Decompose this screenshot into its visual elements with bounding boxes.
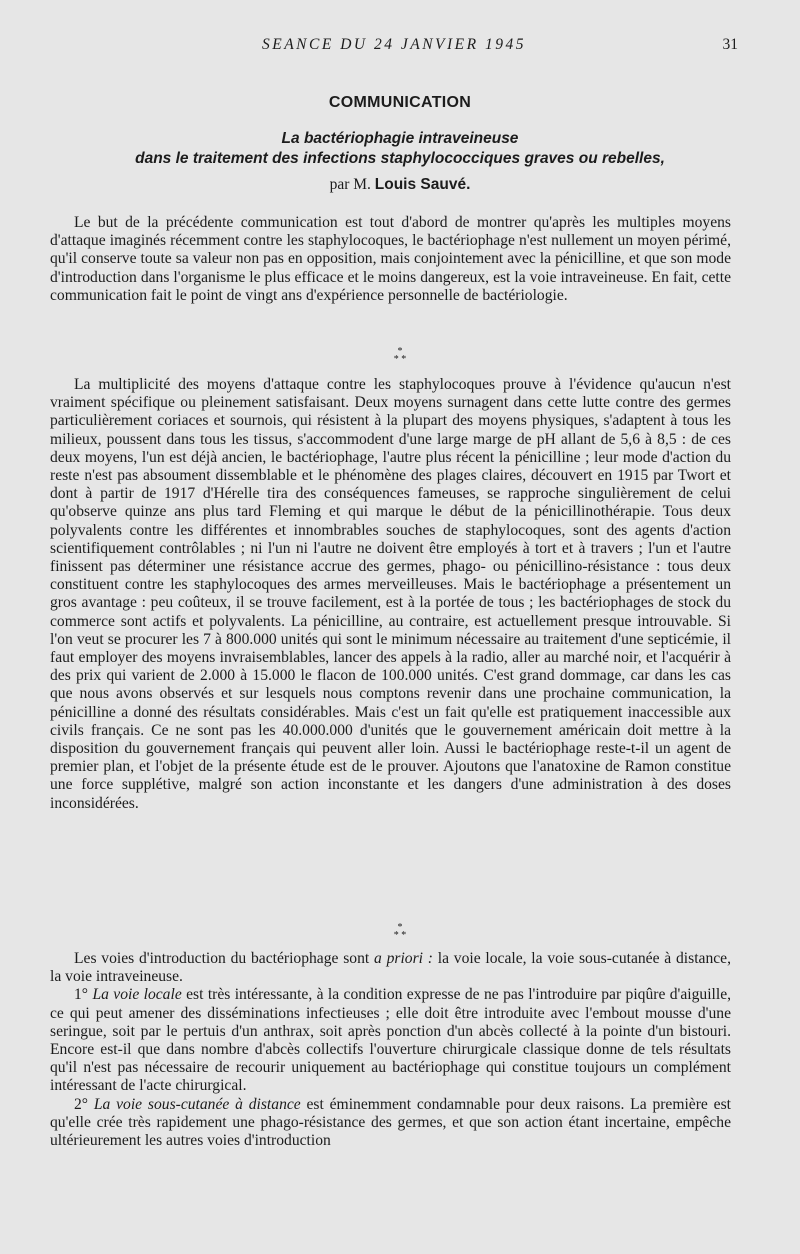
- byline: [0, 176, 800, 194]
- paragraph-routes: [50, 950, 731, 986]
- paragraph-block-3: [50, 950, 731, 1150]
- subcutaneous-route-heading: La voie sous-cutanée à distance: [93, 1095, 301, 1113]
- subcutaneous-route-text: est éminemment condamnable pour deux raisons. La première est qu'elle crée très rapidement une phago-résistance des germes, et que son action étant incertaine, empêche ultérieurement les autres voies d'introduction: [50, 1095, 731, 1150]
- author-name: Louis Sauvé.: [374, 176, 471, 193]
- page-number: 31: [722, 36, 738, 53]
- section-separator: [0, 348, 800, 364]
- article-title-line-2: dans le traitement des infections staphylococciques graves ou rebelles,: [135, 150, 665, 167]
- page-header: [50, 36, 738, 60]
- routes-emphasis: a priori :: [374, 950, 433, 967]
- local-route-number: 1°: [74, 986, 89, 1004]
- paragraph-intro: Le but de la précédente communication est tout d'abord de montrer qu'après les multiples moyens d'attaque imaginés récemment contre les staphylocoques, le bactériophage n'est nullement un moyen périmé, qu'il conserve toute sa valeur non pas en opposition, mais conjointement avec la pénicilline, et que son mode d'introduction dans l'organisme le plus efficace et le moins dangereux, est la voie intraveineuse. En fait, cette communication fait le point de vingt ans d'expérience personnelle de bactériologie.: [50, 214, 731, 304]
- separator-asterisks: * * *: [393, 346, 407, 365]
- paragraph-subcutaneous-route: [50, 1096, 731, 1151]
- routes-text-end: la voie locale, la voie sous-cutanée à distance, la voie intraveineuse.: [50, 950, 731, 986]
- section-separator-2: [0, 924, 800, 940]
- subcutaneous-route-number: 2°: [74, 1095, 89, 1113]
- article-title-line-1: La bactériophagie intraveineuse: [281, 130, 519, 147]
- paragraph-block-2: [50, 376, 731, 813]
- section-title: COMMUNICATION: [328, 94, 472, 111]
- running-title: SEANCE DU 24 JANVIER 1945: [262, 36, 526, 53]
- paragraph-local-route: [50, 986, 731, 1095]
- local-route-heading: La voie locale: [92, 986, 182, 1004]
- routes-text-start: Les voies d'introduction du bactériophage sont: [74, 950, 374, 967]
- paragraph-block-1: [50, 214, 731, 305]
- separator-asterisks-2: * * *: [393, 922, 407, 941]
- local-route-text: est très intéressante, à la condition expresse de ne pas l'introduire par piqûre d'aiguille, ce qui peut amener des disséminations infectieuses ; elle doit être introduite avec l'embout mousse d'une seringue, soit par le pertuis d'un anthrax, soit après ponction d'un abcès collecté à la pointe d'un bistouri. Encore est-il que dans nombre d'abcès collectifs l'ouverture chirurgicale classique donne de tels résultats qu'il n'est pas nécessaire de recourir uniquement au bactériophage qui constitue toujours un complément intéressant de l'acte chirurgical.: [50, 986, 732, 1095]
- paragraph-means-of-attack: La multiplicité des moyens d'attaque contre les staphylocoques prouve à l'évidence qu'aucun n'est vraiment spécifique ou pleinement satisfaisant. Deux moyens surnagent dans cette lutte contre des germes particulièrement coriaces et sournois, qui résistent à la plupart des moyens physiques, s'adaptent à tous les milieux, poussent dans tous les tissus, s'accommodent d'une large marge de pH allant de 5,6 à 8,5 : de ces deux moyens, l'un est déjà ancien, le bactériophage, l'autre plus récent la pénicilline ; leur mode d'action du reste n'est pas absoument dissemblable et le phénomène des plages claires, découvert en 1915 par Twort et dont à partir de 1917 d'Hérelle tira des conséquences fameuses, se rapproche singulièrement de celui qu'observe quinze ans plus tard Fleming et qui marque le début de la pénicillinothérapie. Tous deux polyvalents contre les différentes et innombrables souches de staphylocoques, sont des agents d'action scientifiquement contrôlables ; ni l'un ni l'autre ne doivent être employés à tort et à travers ; l'un et l'autre finissent pas déterminer une résistance accrue des germes, phago- ou pénicillino-résistance : tous deux constituent contre les staphylocoques des armes merveilleuses. Mais le bactériophage a présentement un gros avantage : peu coûteux, il se trouve facilement, est à la portée de tous ; les bactériophages de stock du commerce sont actifs et polyvalents. La pénicilline, au contraire, est actuellement presque introuvable. Si l'on veut se procurer les 7 à 800.000 unités qui sont le minimum nécessaire au traitement d'une septicémie, il faut employer des moyens invraisemblables, lancer des appels à la radio, aller au marché noir, et l'acquérir à des prix qui varient de 2.000 à 15.000 le flacon de 100.000 unités. C'est grand dommage, car dans les cas que nous avons observés et sur lesquels nous comptons revenir dans une prochaine communication, la pénicilline a donné des résultats considérables. Mais c'est un fait qu'elle est pratiquement inaccessible aux civils français. Ce ne sont pas les 40.000.000 d'unités que le gouvernement américain doit mettre à la disposition du gouvernement français qui peuvent aller loin. Aussi le bactériophage reste-t-il un agent de premier plan, et l'objet de la présente étude est de le prouver. Ajoutons que l'anatoxine de Ramon constitue une force supplétive, malgré son action inconstante et les dangers d'une administration à des doses inconsidérées.: [50, 376, 731, 812]
- byline-prefix: par M.: [329, 176, 371, 193]
